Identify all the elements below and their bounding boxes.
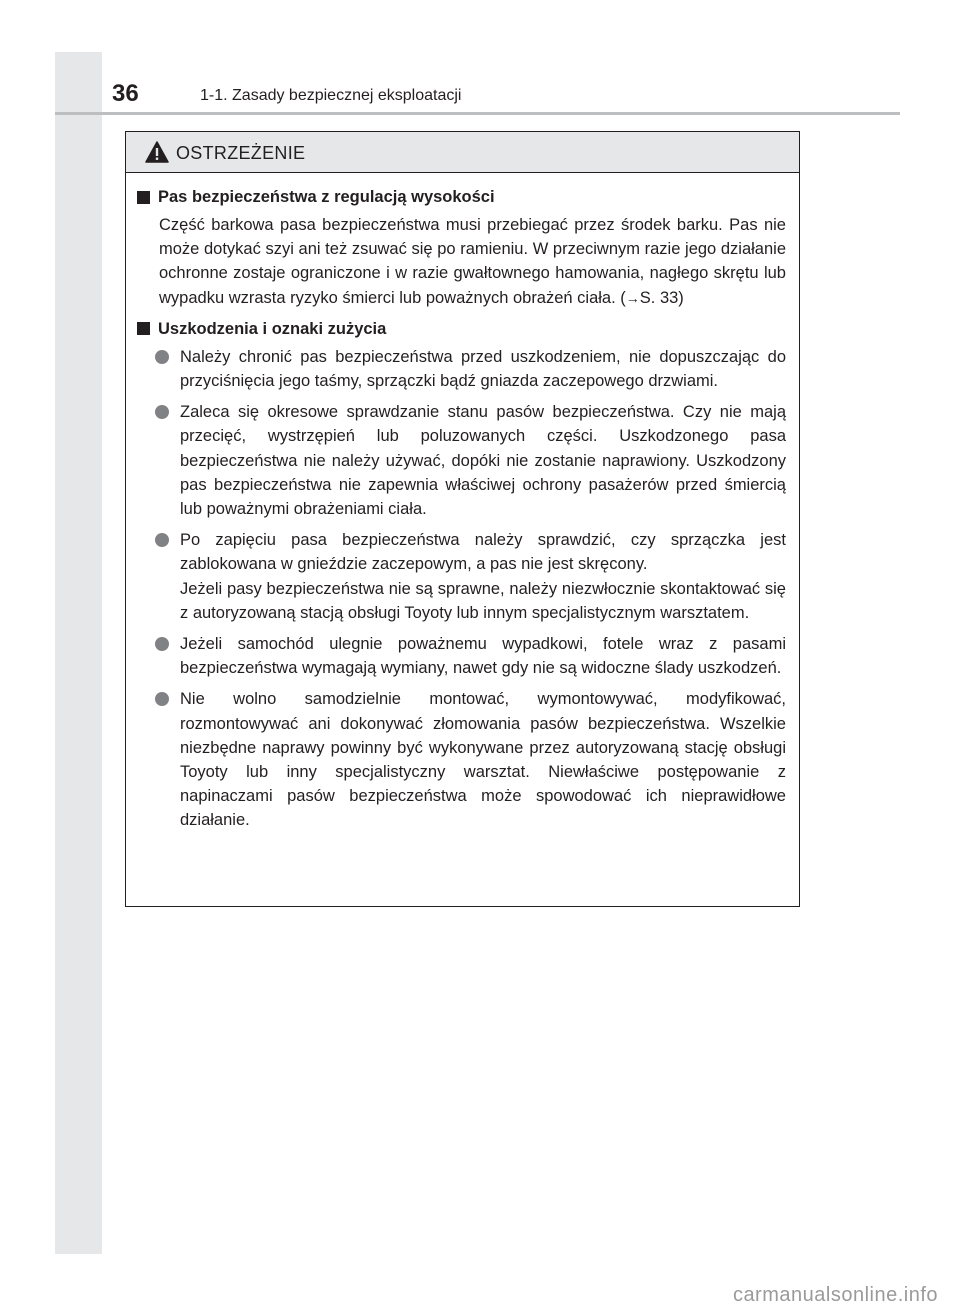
bullet-dot-icon bbox=[155, 692, 169, 706]
page-reference: S. 33) bbox=[639, 288, 684, 307]
section-title: 1-1. Zasady bezpiecznej eksploatacji bbox=[200, 87, 462, 104]
page-number: 36 bbox=[112, 80, 139, 107]
list-item-text bbox=[180, 632, 786, 680]
section-heading-text: Uszkodzenia i oznaki zużycia bbox=[158, 319, 387, 338]
bullet-dot-icon bbox=[155, 405, 169, 419]
side-tab bbox=[55, 52, 102, 1254]
warning-box bbox=[125, 131, 800, 907]
warning-title: OSTRZEŻENIE bbox=[176, 143, 306, 163]
section-heading bbox=[137, 317, 786, 341]
section-heading bbox=[137, 185, 786, 209]
paragraph-text: Część barkowa pasa bezpieczeństwa musi przebiegać przez środek barku. Pas nie może dotykać szyi ani też zsuwać się po ramieniu. W przeciwnym razie jego działanie ochronne zostaje ograniczone i w razie gwałtownego hamowania, nagłego skrętu lub wypadku wzrasta ryzyko śmierci lub poważnych obrażeń ciała. ( bbox=[159, 216, 786, 307]
list-item-paragraph: Jeżeli pasy bezpieczeństwa nie są sprawne, należy niezwłocznie skontaktować się z autoryzowaną stacją obsługi Toyoty lub innym specjalistycznym warsztatem. bbox=[180, 579, 786, 622]
list-item bbox=[155, 400, 786, 521]
warning-header bbox=[126, 132, 799, 173]
list-item-paragraph: Należy chronić pas bezpieczeństwa przed uszkodzeniem, nie dopuszczając do przyciśnięcia jego taśmy, sprzączki bądź gniazda zaczepowego drzwiami. bbox=[180, 347, 786, 391]
square-bullet-icon bbox=[137, 322, 150, 335]
section-paragraph bbox=[159, 213, 786, 310]
list-item-paragraph: Jeżeli samochód ulegnie poważnemu wypadkowi, fotele wraz z pasami bezpieczeństwa wymagają wymiany, nawet gdy nie są widoczne ślady uszkodzeń. bbox=[180, 635, 786, 678]
list-item-text bbox=[180, 345, 786, 393]
list-item-paragraph: Po zapięciu pasa bezpieczeństwa należy sprawdzić, czy sprzączka jest zablokowana w gnieździe zaczepowym, a pas nie jest skręcony. bbox=[180, 531, 786, 574]
list-item-paragraph: Zaleca się okresowe sprawdzanie stanu pasów bezpieczeństwa. Czy nie mają przecięć, wystrzępień lub poluzowanych części. Uszkodzonego pasa bezpieczeństwa nie należy używać, dopóki nie zostanie naprawiony. Uszkodzony pas bezpieczeństwa nie zapewnia właściwej ochrony pasażerów przed śmiercią lub poważnymi obrażeniami ciała. bbox=[180, 403, 786, 519]
bullet-dot-icon bbox=[155, 350, 169, 364]
warning-body bbox=[126, 173, 799, 833]
list-item-text bbox=[180, 528, 786, 625]
list-item bbox=[155, 687, 786, 832]
bullet-dot-icon bbox=[155, 637, 169, 651]
square-bullet-icon bbox=[137, 191, 150, 204]
list-item bbox=[155, 528, 786, 625]
watermark: carmanualsonline.info bbox=[732, 1284, 938, 1306]
header-divider bbox=[55, 112, 900, 115]
arrow-right-icon: → bbox=[625, 289, 640, 306]
warning-triangle-icon bbox=[145, 141, 169, 163]
list-item bbox=[155, 632, 786, 680]
list-item bbox=[155, 345, 786, 393]
list-item-text bbox=[180, 400, 786, 521]
list-item-text bbox=[180, 687, 786, 832]
bullet-dot-icon bbox=[155, 533, 169, 547]
list-item-paragraph: Nie wolno samodzielnie montować, wymontowywać, modyfikować, rozmontowywać ani dokonywać złomowania pasów bezpieczeństwa. Wszelkie niezbędne naprawy powinny być wykonywane przez autoryzowaną stację obsługi Toyoty lub inny specjalistyczny warsztat. Niewłaściwe postępowanie z napinaczami pasów bezpieczeństwa może spowodować ich nieprawidłowe działanie. bbox=[180, 690, 786, 830]
section-heading-text: Pas bezpieczeństwa z regulacją wysokości bbox=[158, 188, 495, 206]
